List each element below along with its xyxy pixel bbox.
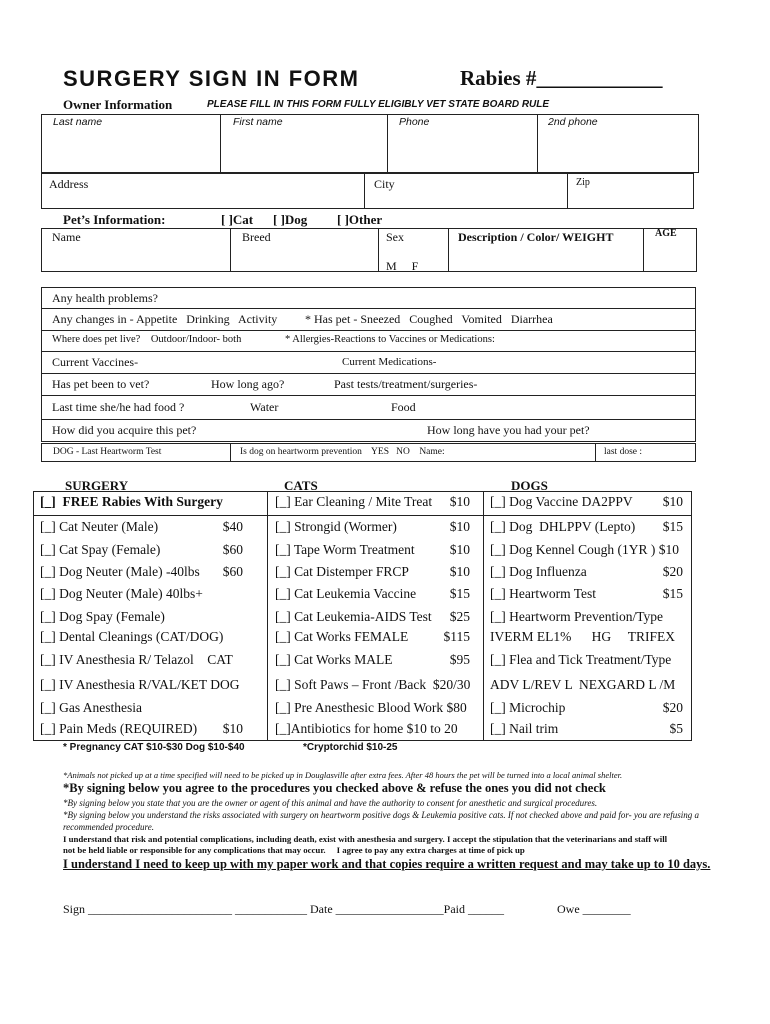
owner-info-label: Owner Information [63, 97, 173, 112]
dogs-service-item[interactable]: [_] Dog Influenza [490, 564, 587, 579]
cryptorchid-note: *Cryptorchid $10-25 [303, 742, 398, 753]
signature-line[interactable]: Sign ________________________ ____________ Date __________________Paid ______ [63, 902, 504, 916]
surgery-service-item[interactable]: [_] Dog Neuter (Male) -40lbs [40, 564, 200, 579]
past-tests-label: Past tests/treatment/surgeries- [334, 377, 478, 391]
complications-note-1: I understand that risk and potential complications, including death, exist with anesthesia and surgery. I accept the stipulation that the veterinarians and staff will [63, 834, 668, 844]
breed-label: Breed [242, 230, 271, 244]
dogs-header: DOGS [511, 478, 548, 493]
pickup-note: *Animals not picked up at a time specified will need to be picked up in Douglasville after extra fees. After 48 hours the pet will be turned into a local animal shelter. [63, 770, 623, 780]
complications-note-2: not be held liable or responsible for any complications that may occur. I agree to pay any extra charges at time of pick up [63, 845, 525, 855]
pet-info-label: Pet’s Information: [63, 212, 166, 227]
agreement-note: *By signing below you agree to the procedures you checked above & refuse the ones you did not check [63, 781, 606, 795]
dogs-service-price: $5 [669, 721, 683, 736]
sex-label: Sex [386, 230, 404, 244]
surgery-service-price: $10 [222, 721, 243, 736]
dogs-service-item[interactable]: [_] Microchip [490, 700, 566, 715]
last-food-label: Last time she/he had food ? [52, 400, 185, 414]
instruction-text: PLEASE FILL IN THIS FORM FULLY ELIGIBLY VET STATE BOARD RULE [207, 99, 550, 110]
has-pet-label: * Has pet - Sneezed Coughed Vomited Diarrhea [305, 312, 553, 326]
dogs-service-item[interactable]: [_] Heartworm Prevention/Type [490, 609, 664, 624]
vaccines-label: Current Vaccines- [52, 355, 139, 369]
cat-checkbox[interactable]: [ ]Cat [221, 212, 254, 227]
risk-note: *By signing below you understand the risks associated with surgery on heartworm positive dogs & Leukemia positive cats. If not checked above and paid for- you are refusing a recommended procedure. [63, 810, 699, 832]
how-long-ago-label: How long ago? [211, 377, 285, 391]
dogs-service-item[interactable]: [_] Dog Kennel Cough (1YR ) $10 [490, 542, 679, 557]
heartworm-prevention-label: Is dog on heartworm prevention YES NO Name: [240, 447, 445, 457]
dogs-service-price: $10 [662, 494, 683, 509]
cats-service-item[interactable]: [_] Strongid (Wormer) [275, 519, 397, 534]
surgery-service-item[interactable]: [_] Gas Anesthesia [40, 700, 142, 715]
cats-service-item[interactable]: [_] Soft Paws – Front /Back $20/30 [275, 677, 471, 692]
phone2-label: 2nd phone [548, 116, 598, 128]
form-title: SURGERY SIGN IN FORM [63, 66, 360, 91]
first-name-label: First name [233, 116, 283, 128]
health-problems-label: Any health problems? [52, 291, 158, 305]
medications-label: Current Medications- [342, 356, 437, 368]
zip-label: Zip [576, 177, 590, 188]
dogs-service-item[interactable]: [_] Dog DHLPPV (Lepto) [490, 519, 636, 534]
pet-name-label: Name [52, 230, 81, 244]
surgery-service-price: $60 [222, 564, 243, 579]
phone-label: Phone [399, 116, 430, 128]
sex-options[interactable]: M F [386, 259, 419, 273]
surgery-service-item[interactable]: [_] IV Anesthesia R/VAL/KET DOG [40, 677, 240, 692]
surgery-service-price: $40 [222, 519, 243, 534]
dogs-service-item[interactable]: [_] Flea and Tick Treatment/Type [490, 652, 672, 667]
surgery-header: SURGERY [65, 478, 129, 493]
dogs-service-item[interactable]: IVERM EL1% HG TRIFEX [490, 629, 675, 644]
rabies-number-line[interactable]: ____________ [536, 66, 663, 90]
cats-header: CATS [284, 478, 318, 493]
acquire-label: How did you acquire this pet? [52, 423, 197, 437]
how-long-had-label: How long have you had your pet? [427, 423, 590, 437]
cats-service-price: $115 [443, 629, 470, 644]
food-label: Food [391, 400, 416, 414]
surgery-service-item[interactable]: [_] Dental Cleanings (CAT/DOG) [40, 629, 224, 644]
surgery-service-item[interactable]: [_] Dog Spay (Female) [40, 609, 165, 624]
consent-note: *By signing below you state that you are the owner or agent of this animal and have the authority to consent for anesthetic and surgical procedures. [63, 798, 598, 808]
cats-service-price: $10 [449, 519, 470, 534]
other-checkbox[interactable]: [ ]Other [337, 212, 383, 227]
surgery-service-item[interactable]: [_] IV Anesthesia R/ Telazol CAT [40, 652, 233, 667]
cats-service-item[interactable]: [_] Cat Leukemia-AIDS Test [275, 609, 432, 624]
description-label: Description / Color/ WEIGHT [458, 230, 614, 244]
rabies-label-text: Rabies # [460, 66, 537, 90]
owner-name-box[interactable] [41, 114, 699, 173]
cats-service-price: $25 [449, 609, 470, 624]
surgery-service-price: $60 [222, 542, 243, 557]
city-label: City [374, 177, 395, 191]
paperwork-note: I understand I need to keep up with my paper work and that copies require a written request and may take up to 10 days. [63, 857, 711, 871]
cats-service-price: $95 [449, 652, 470, 667]
allergies-label: * Allergies-Reactions to Vaccines or Medications: [285, 334, 495, 345]
cats-service-item[interactable]: [_] Pre Anesthesic Blood Work $80 [275, 700, 467, 715]
owe-line[interactable]: Owe ________ [557, 902, 631, 916]
cats-service-price: $10 [449, 494, 470, 509]
surgery-service-item[interactable]: [_] Cat Spay (Female) [40, 542, 161, 557]
surgery-service-item[interactable]: [_] Pain Meds (REQUIRED) [40, 721, 198, 736]
water-label: Water [250, 400, 279, 414]
cats-service-price: $10 [449, 564, 470, 579]
last-dose-label: last dose : [604, 447, 642, 457]
cats-service-item[interactable]: [_] Cat Works FEMALE [275, 629, 409, 644]
where-live-label: Where does pet live? Outdoor/Indoor- both [52, 334, 242, 345]
cats-service-item[interactable]: [_] Cat Leukemia Vaccine [275, 586, 417, 601]
cats-service-item[interactable]: [_]Antibiotics for home $10 to 20 [275, 721, 458, 736]
heartworm-test-label: DOG - Last Heartworm Test [53, 447, 162, 457]
age-label: AGE [655, 228, 677, 239]
cats-service-price: $10 [449, 542, 470, 557]
dogs-service-item[interactable]: ADV L/REV L NEXGARD L /M [490, 677, 676, 692]
dog-checkbox[interactable]: [ ]Dog [273, 212, 308, 227]
last-name-label: Last name [53, 116, 103, 128]
rabies-label [460, 66, 662, 91]
surgery-service-item[interactable]: [_] Dog Neuter (Male) 40lbs+ [40, 586, 203, 601]
dogs-service-price: $20 [662, 700, 683, 715]
cats-service-item[interactable]: [_] Cat Works MALE [275, 652, 393, 667]
been-to-vet-label: Has pet been to vet? [52, 377, 150, 391]
cats-service-item[interactable]: [_] Cat Distemper FRCP [275, 564, 409, 579]
dogs-service-item[interactable]: [_] Nail trim [490, 721, 559, 736]
changes-label: Any changes in - Appetite Drinking Activity [52, 312, 278, 326]
dogs-service-item[interactable]: [_] Heartworm Test [490, 586, 597, 601]
address-label: Address [49, 177, 89, 191]
cats-service-item[interactable]: [_] Tape Worm Treatment [275, 542, 415, 557]
dogs-service-price: $15 [662, 586, 683, 601]
address-box[interactable] [41, 173, 694, 209]
cats-service-item[interactable]: [_] Ear Cleaning / Mite Treat [275, 494, 433, 509]
dogs-service-price: $20 [662, 564, 683, 579]
dogs-service-price: $15 [662, 519, 683, 534]
cats-service-price: $15 [449, 586, 470, 601]
surgery-service-item[interactable]: [_] FREE Rabies With Surgery [40, 494, 223, 509]
pregnancy-note: * Pregnancy CAT $10-$30 Dog $10-$40 [63, 742, 245, 753]
dogs-service-item[interactable]: [_] Dog Vaccine DA2PPV [490, 494, 633, 509]
surgery-service-item[interactable]: [_] Cat Neuter (Male) [40, 519, 159, 534]
